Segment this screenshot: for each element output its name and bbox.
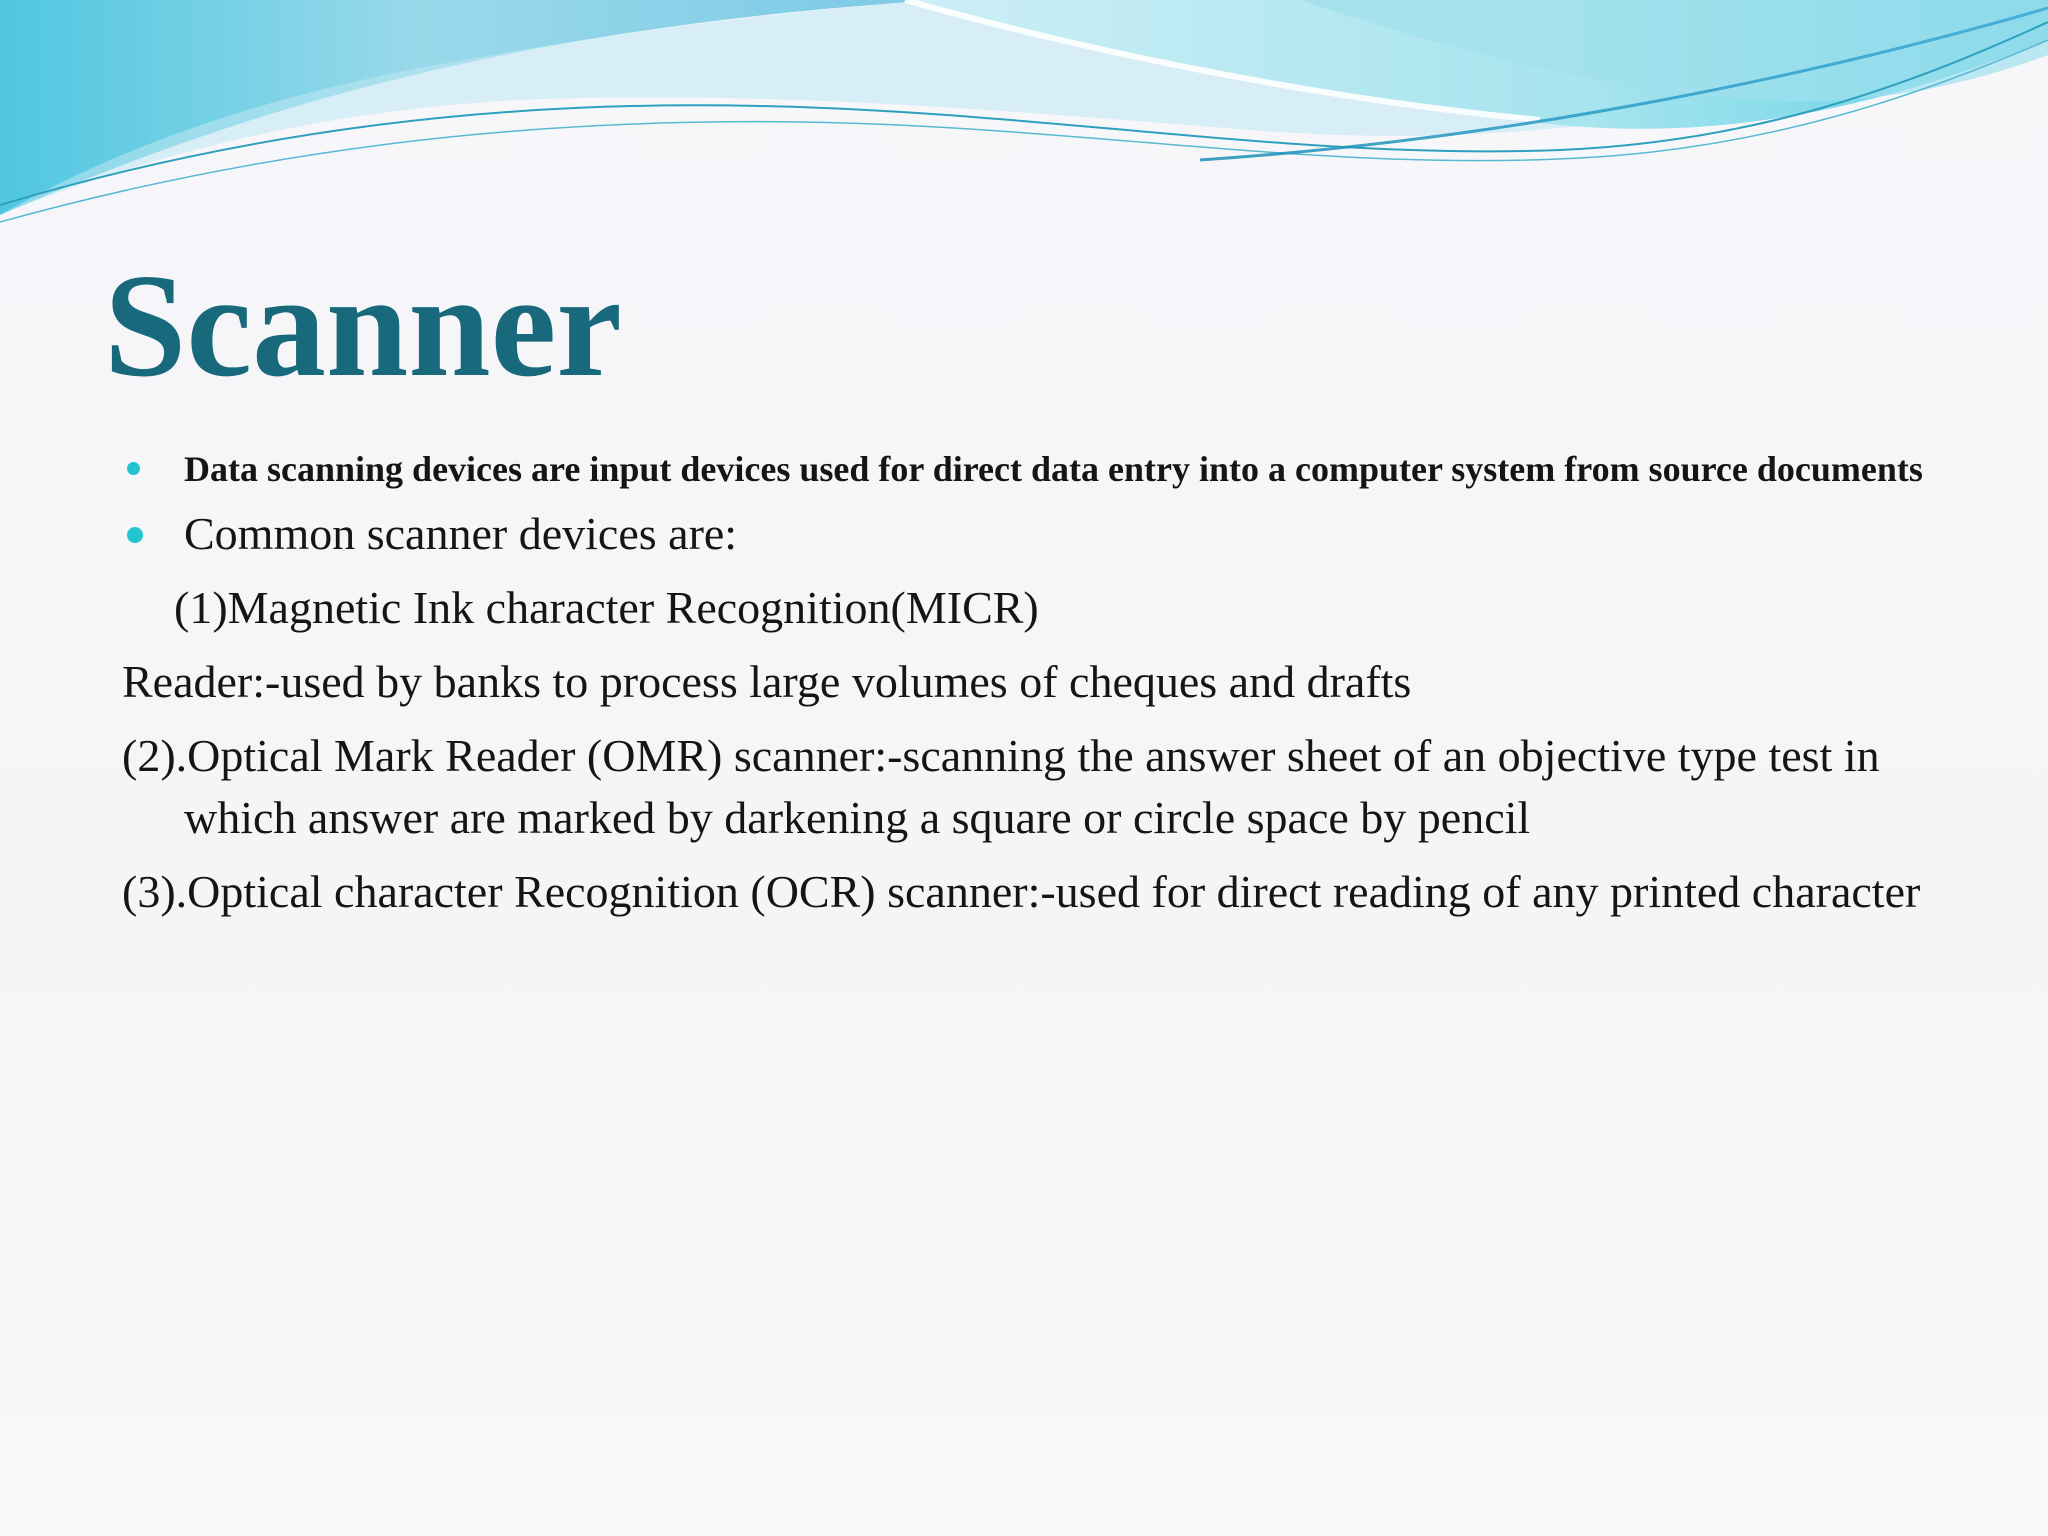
bullet-dot-icon (127, 462, 140, 475)
slide-body (122, 445, 1932, 923)
list-item-ocr: (3).Optical character Recognition (OCR) scanner:-used for direct reading of any printed character (122, 866, 1921, 917)
list-item-omr: (2).Optical Mark Reader (OMR) scanner:-scanning the answer sheet of an objective type test in which answer are marked by darkening a square or circle space by pencil (122, 730, 1880, 843)
list-item-micr-reader: Reader:-used by banks to process large volumes of cheques and drafts (122, 656, 1412, 707)
bullet-text: Data scanning devices are input devices used for direct data entry into a computer system from source documents (184, 449, 1923, 489)
bullet-text: Common scanner devices are: (184, 508, 738, 559)
slide-title: Scanner (104, 244, 622, 408)
bullet-item-common-devices (122, 503, 1932, 565)
bullet-item-definition (122, 445, 1932, 493)
bullet-dot-icon (127, 527, 143, 543)
list-item-micr: (1)Magnetic Ink character Recognition(MICR) (174, 582, 1039, 633)
header-wave-decoration (0, 0, 2048, 240)
